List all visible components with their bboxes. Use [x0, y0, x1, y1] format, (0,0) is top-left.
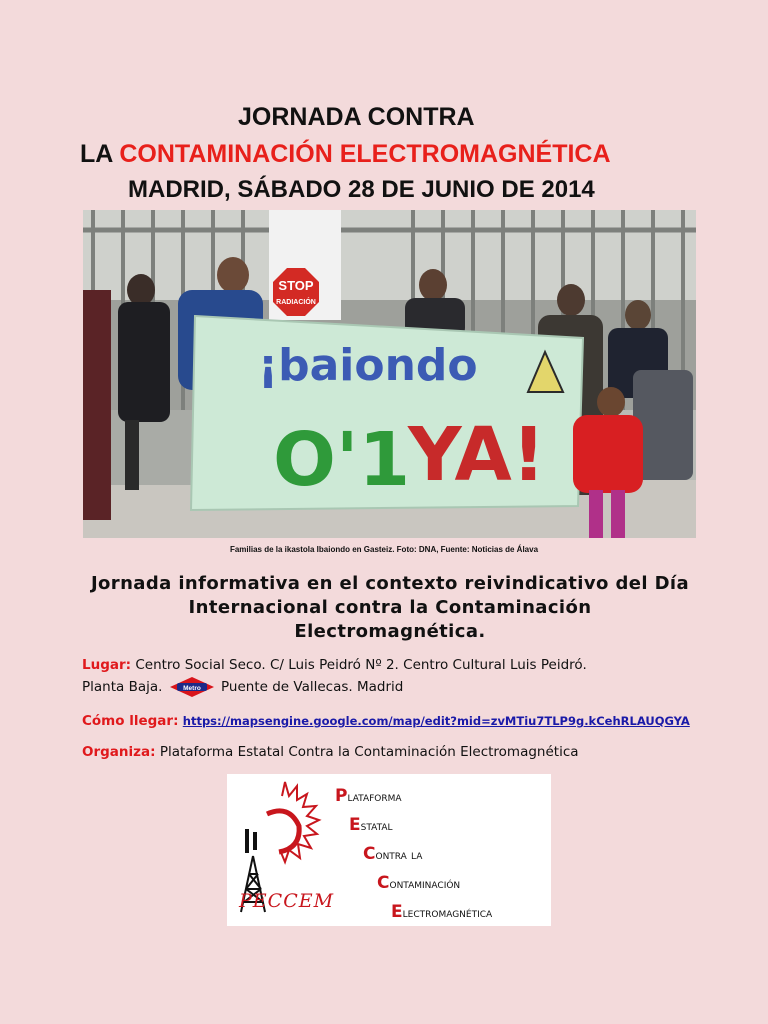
- event-description: Jornada informativa en el contexto reivindicativo del Día Internacional contra la Contaminación Electromagnética.: [90, 573, 690, 642]
- stop-sign-text: STOP: [278, 278, 314, 293]
- organizer-text: Plataforma Estatal Contra la Contaminación Electromagnética: [159, 744, 579, 760]
- logo-line-5-cap: E: [391, 902, 403, 922]
- location-text-3: Puente de Vallecas. Madrid: [221, 679, 404, 695]
- logo-line-2-rest: statal: [360, 819, 393, 834]
- photo-caption: Familias de la ikastola Ibaiondo en Gasteiz. Foto: DNA, Fuente: Noticias de Álava: [229, 545, 539, 554]
- directions-block: [82, 711, 722, 732]
- metro-icon-label: Metro: [182, 685, 201, 692]
- metro-icon: [169, 676, 215, 698]
- logo-line-3-rest: ontra la: [375, 848, 423, 863]
- logo-line-4-rest: ontaminación: [389, 877, 461, 892]
- organizer-block: [82, 742, 722, 763]
- directions-label: Cómo llegar:: [82, 713, 179, 729]
- logo-line-4-cap: C: [377, 873, 390, 893]
- banner-text-bottom-a: O'1: [273, 417, 411, 503]
- logo-line-5-rest: lectromagnética: [402, 906, 493, 921]
- peccem-logo: [227, 774, 551, 926]
- organizer-label: Organiza:: [82, 744, 156, 760]
- banner-text-top: ¡baiondo: [258, 340, 478, 391]
- location-text-2: Planta Baja.: [82, 679, 163, 695]
- heading-line-1: JORNADA CONTRA: [238, 103, 475, 131]
- heading-highlight: CONTAMINACIÓN ELECTROMAGNÉTICA: [119, 140, 611, 168]
- protest-photo-illustration: [83, 210, 696, 538]
- protest-photo: [83, 210, 696, 538]
- location-label: Lugar:: [82, 657, 132, 673]
- directions-link[interactable]: https://mapsengine.google.com/map/edit?mid=zvMTiu7TLP9g.kCehRLAUQGYA: [182, 714, 690, 728]
- logo-line-1-rest: lataforma: [347, 790, 402, 805]
- stop-sign-subtext: RADIACIÓN: [276, 299, 316, 306]
- logo-acronym: PECCEM: [239, 890, 335, 912]
- heading-prefix: LA: [80, 140, 120, 168]
- location-text: Centro Social Seco. C/ Luis Peidró Nº 2. Centro Cultural Luis Peidró.: [131, 657, 587, 673]
- logo-line-1-cap: P: [335, 786, 348, 806]
- logo-line-2-cap: E: [349, 815, 361, 835]
- heading-line-3: MADRID, SÁBADO 28 DE JUNIO DE 2014: [128, 176, 595, 203]
- banner-text-bottom-b: YA!: [408, 412, 546, 498]
- location-block: [82, 655, 722, 698]
- logo-line-3-cap: C: [363, 844, 376, 864]
- heading-line-2: [80, 140, 611, 169]
